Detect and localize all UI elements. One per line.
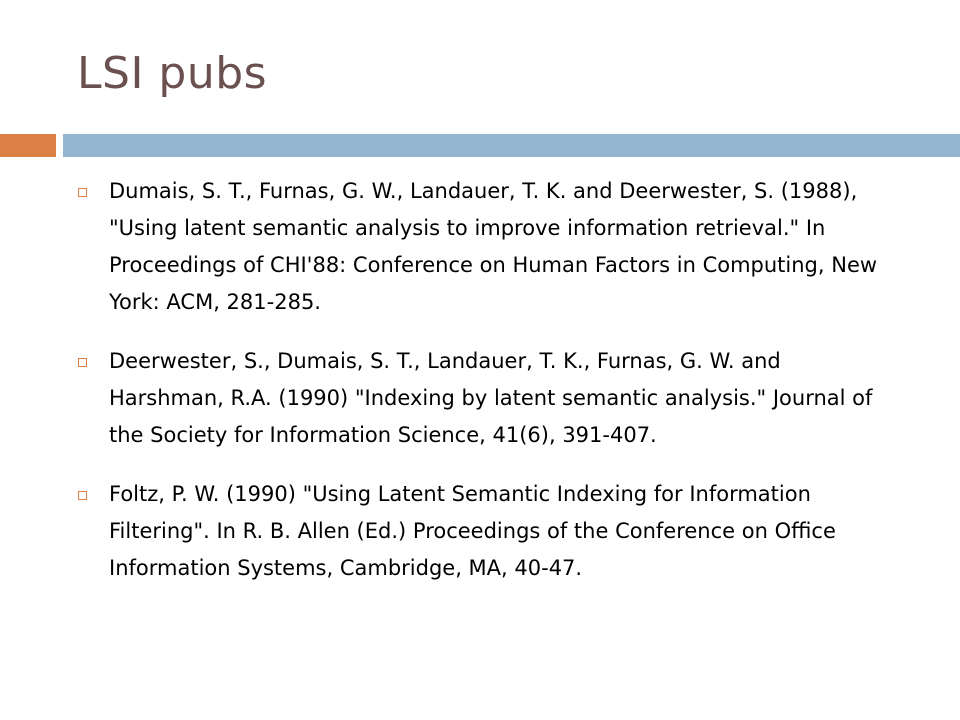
title-underline-accent-right: [63, 134, 960, 157]
reference-item: [78, 173, 888, 321]
reference-item: [78, 343, 888, 454]
title-underline-accent-left: [0, 134, 56, 157]
reference-item: [78, 476, 888, 587]
reference-text: Foltz, P. W. (1990) "Using Latent Semantic Indexing for Information Filtering". In R. B. Allen (Ed.) Proceedings of the Conference on Office Information Systems, Cambridge, MA, 40-47.: [109, 482, 836, 580]
reference-list: [78, 173, 888, 609]
reference-text: Deerwester, S., Dumais, S. T., Landauer, T. K., Furnas, G. W. and Harshman, R.A. (1990) "Indexing by latent semantic analysis." Journal of the Society for Information Science, 41(6), 391-407.: [109, 349, 873, 447]
reference-text: Dumais, S. T., Furnas, G. W., Landauer, T. K. and Deerwester, S. (1988), "Using latent semantic analysis to improve information retrieval." In Proceedings of CHI'88: Conference on Human Factors in Computing, New York: ACM, 281-285.: [109, 179, 878, 314]
square-bullet-icon: [78, 358, 87, 367]
square-bullet-icon: [78, 188, 87, 197]
slide-title: LSI pubs: [77, 48, 268, 99]
square-bullet-icon: [78, 491, 87, 500]
